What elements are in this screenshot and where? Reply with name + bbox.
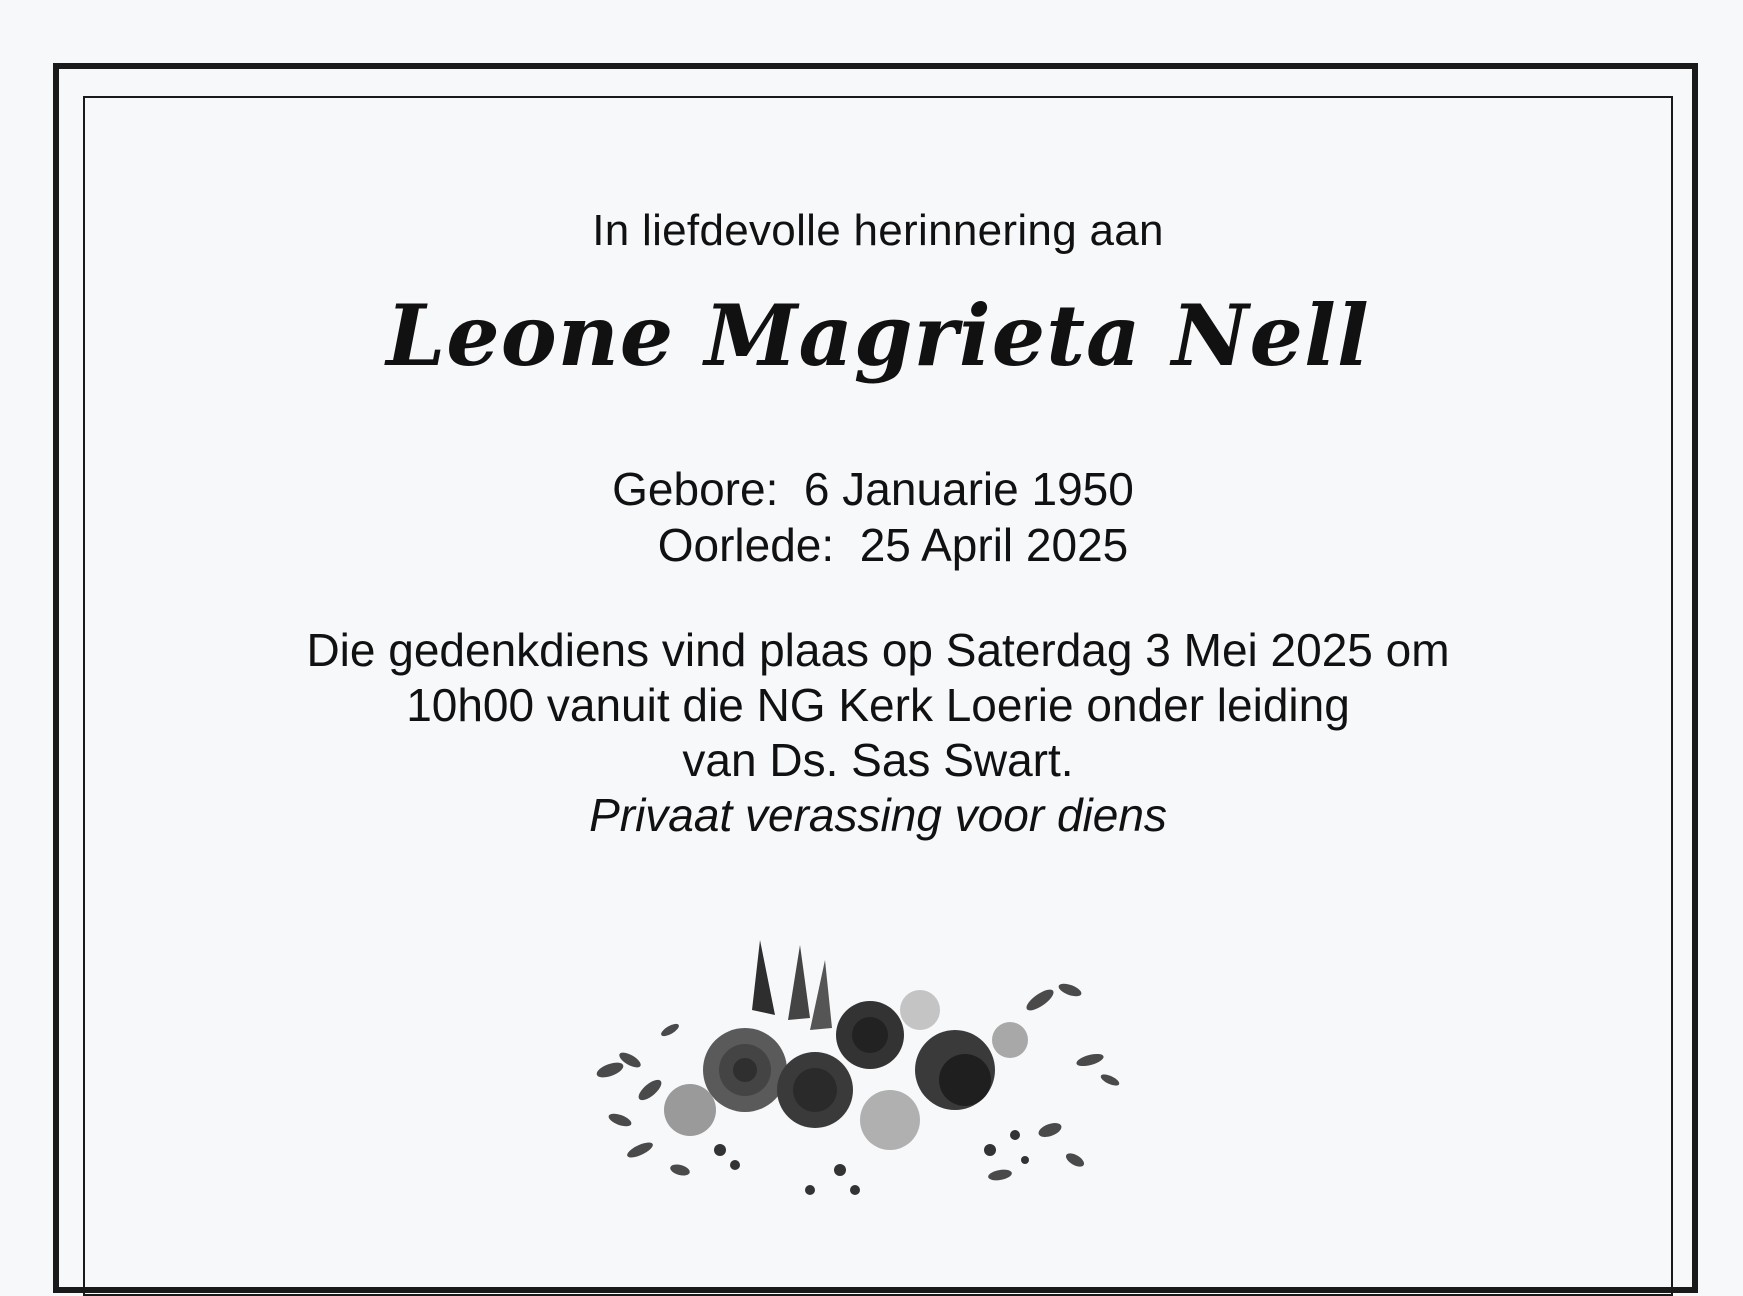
private-note: Privaat verassing voor diens bbox=[589, 789, 1167, 841]
deceased-name: Leone Magrieta Nell bbox=[386, 286, 1370, 385]
born-date: 6 Januarie 1950 bbox=[803, 463, 1134, 515]
service-line-2: 10h00 vanuit die NG Kerk Loerie onder leiding bbox=[406, 679, 1350, 731]
service-details bbox=[83, 623, 1673, 843]
floral-arrangement-icon bbox=[570, 920, 1150, 1220]
intro-heading: In liefdevolle herinnering aan bbox=[592, 206, 1164, 255]
born-row bbox=[73, 461, 1673, 517]
died-label: Oorlede: bbox=[657, 519, 835, 571]
born-label: Gebore: bbox=[612, 463, 779, 515]
died-row bbox=[113, 517, 1673, 573]
service-line-3: van Ds. Sas Swart. bbox=[682, 734, 1074, 786]
service-line-1: Die gedenkdiens vind plaas op Saterdag 3 Mei 2025 om bbox=[306, 624, 1450, 676]
died-date: 25 April 2025 bbox=[859, 519, 1129, 571]
dates-block bbox=[83, 461, 1673, 573]
